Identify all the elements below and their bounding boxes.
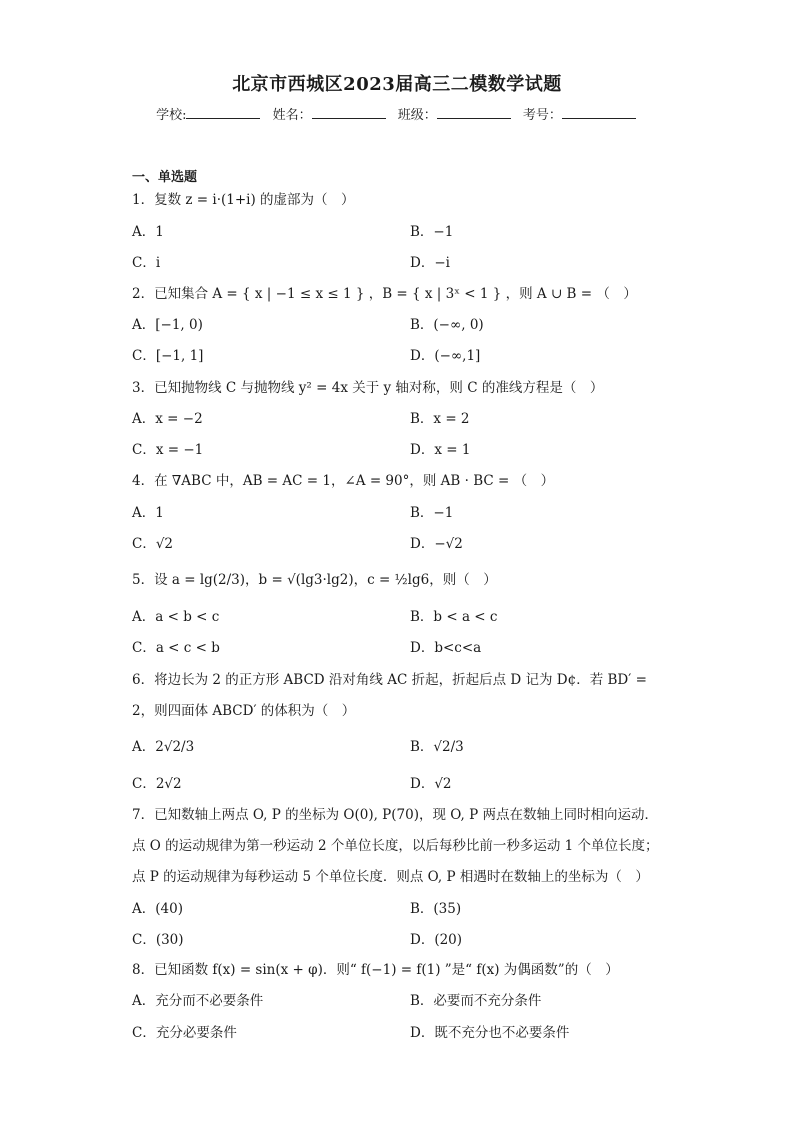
question-3-option-c: C．x = −1 — [132, 442, 204, 458]
question-3-option-a: A．x = −2 — [132, 411, 203, 427]
question-3-stem: 3．已知抛物线 C 与抛物线 y² = 4x 关于 y 轴对称，则 C 的准线方程是（ ） — [132, 380, 604, 396]
question-1-stem: 1．复数 z = i·(1+i) 的虚部为（ ） — [132, 192, 355, 208]
question-5-option-a: A．a < b < c — [132, 609, 220, 625]
question-2-option-a: A．[−1, 0) — [132, 317, 203, 333]
name-blank[interactable] — [312, 108, 386, 119]
question-8-option-d: D．既不充分也不必要条件 — [410, 1025, 570, 1041]
question-2-option-b: B．(−∞, 0) — [410, 317, 484, 333]
question-5-option-d: D．b<c<a — [410, 640, 482, 656]
class-blank[interactable] — [437, 108, 511, 119]
question-6-stem: 6．将边长为 2 的正方形 ABCD 沿对角线 AC 折起，折起后点 D 记为 D¢．若 BD′ = 2，则四面体 ABCD′ 的体积为（ ） — [132, 672, 647, 719]
number-label: 考号： — [522, 108, 562, 123]
question-4-option-c: C．√2 — [132, 536, 174, 552]
question-5-option-c: C．a < c < b — [132, 640, 220, 656]
question-6-option-c: C．2√2 — [132, 776, 182, 792]
question-1-option-d: D．−i — [410, 255, 450, 271]
question-3-option-d: D．x = 1 — [410, 442, 471, 458]
question-4-stem: 4．在 ∇ABC 中，AB = AC = 1，∠A = 90°，则 AB · BC = （ ） — [132, 473, 555, 489]
question-4-option-a: A．1 — [132, 505, 164, 521]
question-8-option-c: C．充分必要条件 — [132, 1025, 237, 1041]
school-blank[interactable] — [186, 108, 260, 119]
question-7-stem: 7．已知数轴上两点 O, P 的坐标为 O(0), P(70)，现 O, P 两点在数轴上同时相向运动．点 O 的运动规律为第一秒运动 2 个单位长度，以后每秒比前一秒多运动 1 个单位长度；点 P 的运动规律为每秒运动 5 个单位长度．则点 O, P 相遇时在数轴上的坐标为（ ） — [132, 807, 659, 885]
question-8-option-b: B．必要而不充分条件 — [410, 993, 542, 1009]
name-label: 姓名： — [272, 108, 312, 123]
number-blank[interactable] — [562, 108, 636, 119]
question-7-option-a: A．(40) — [132, 901, 183, 917]
question-2-stem: 2．已知集合 A = { x | −1 ≤ x ≤ 1 } ，B = { x | 3ˣ < 1 } ，则 A ∪ B = （ ） — [132, 286, 637, 302]
question-3-option-b: B．x = 2 — [410, 411, 470, 427]
question-1-option-a: A．1 — [132, 224, 164, 240]
question-8-option-a: A．充分而不必要条件 — [132, 993, 264, 1009]
question-6-option-d: D．√2 — [410, 776, 452, 792]
question-5-option-b: B．b < a < c — [410, 609, 498, 625]
question-6-option-b: B．√2/3 — [410, 739, 464, 755]
class-label: 班级： — [397, 108, 437, 123]
question-6-option-a: A．2√2/3 — [132, 739, 195, 755]
question-8-stem: 8．已知函数 f(x) = sin(x + φ)．则“ f(−1) = f(1) ”是“ f(x) 为偶函数”的（ ） — [132, 962, 619, 978]
question-1-option-c: C．i — [132, 255, 161, 271]
section-heading: 一、单选题 — [132, 170, 198, 185]
question-7-option-d: D．(20) — [410, 932, 463, 948]
question-5-stem: 5．设 a = lg(2/3)，b = √(lg3·lg2)，c = ½lg6，则（ ） — [132, 572, 497, 588]
question-4-option-b: B．−1 — [410, 505, 454, 521]
question-2-option-d: D．(−∞,1] — [410, 348, 481, 364]
question-7-option-b: B．(35) — [410, 901, 462, 917]
school-label: 学校: — [156, 108, 187, 123]
page-title: 北京市西城区2023届高三二模数学试题 — [232, 74, 562, 95]
question-1-option-b: B．−1 — [410, 224, 454, 240]
question-4-option-d: D．−√2 — [410, 536, 463, 552]
question-7-option-c: C．(30) — [132, 932, 184, 948]
student-info-line — [0, 104, 794, 123]
question-2-option-c: C．[−1, 1] — [132, 348, 204, 364]
